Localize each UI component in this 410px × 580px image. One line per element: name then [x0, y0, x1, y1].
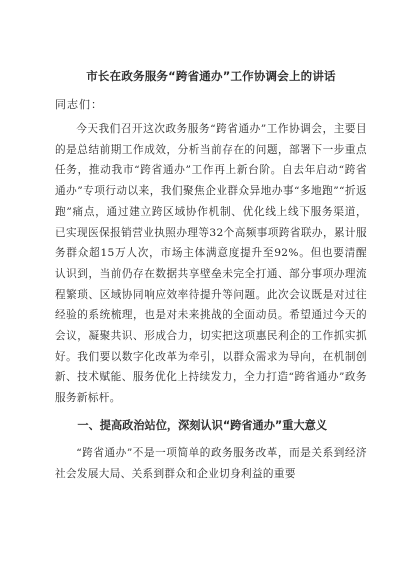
salutation: 同志们： — [55, 98, 103, 111]
body-paragraph: 今天我们召开这次政务服务“跨省通办”工作协调会，主要目的是总结前期工作成效，分析当前存在的问题，部署下一步重点任务，推动我市“跨省通办”工作再上新台阶。自去年启动“跨省通办”专项行动以来，我们聚焦企业群众异地办事“多地跑”“折返跑”痛点，通过建立跨区域协作机制、优化线上线下服务渠道，已实现医保报销营业执照办理等32个高频事项跨省联办，累计服务群众超15万人次，市场主体满意度提升至92%。但也要清醒认识到，当前仍存在数据共享壁垒未完全打通、部分事项办理流程繁琐、区域协同响应效率待提升等问题。此次会议既是对过往经验的系统梳理，也是对未来挑战的全面动员。希望通过今天的会议，凝聚共识、形成合力，切实把这项惠民利企的工作抓实抓好。我们要以数字化改革为牵引，以群众需求为导向，在机制创新、技术赋能、服务优化上持续发力，全力打造“跨省通办”政务服务新标杆。 — [55, 123, 367, 405]
section-paragraph: “跨省通办”不是一项简单的政务服务改革，而是关系到经济社会发展大局、关系到群众和企业切身利益的重要 — [55, 446, 367, 480]
section-heading: 一、提高政治站位，深刻认识“跨省通办”重大意义 — [77, 418, 328, 432]
document-title: 市长在政务服务“跨省通办”工作协调会上的讲话 — [86, 69, 336, 83]
